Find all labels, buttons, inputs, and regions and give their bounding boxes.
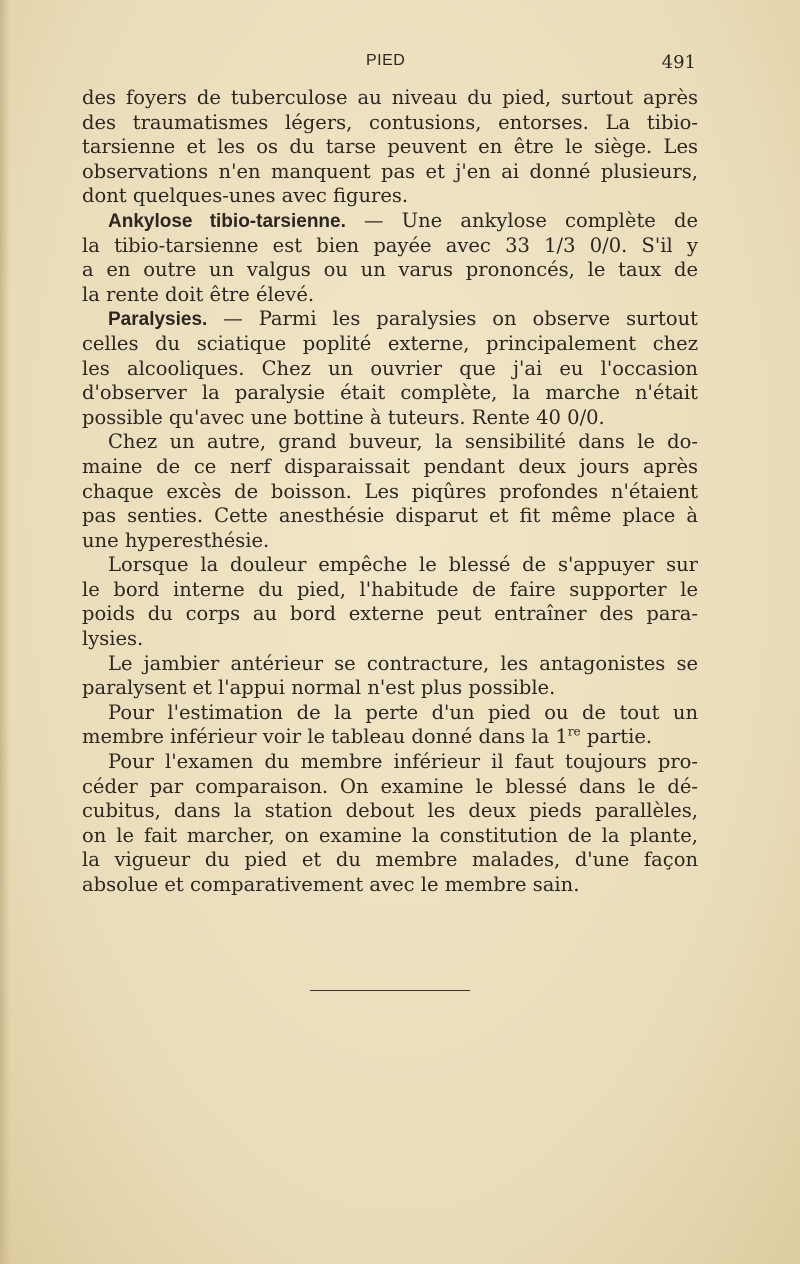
text-line: la tibio-tarsienne est bien payée avec 33 1/3 0/0. S'il y (82, 233, 698, 257)
estimation-line-2 (82, 725, 698, 750)
page-edge-shadow (0, 0, 10, 1264)
text-line: d'observer la paralysie était complète, la marche n'était (82, 381, 698, 405)
text-line: des traumatismes légers, contusions, entorses. La tibio- (82, 110, 698, 134)
text-line: lysies. (82, 627, 144, 651)
section-heading-ankylose: Ankylose tibio-tarsienne. (108, 210, 346, 232)
end-rule (310, 990, 470, 991)
text-line: chaque excès de boisson. Les piqûres profondes n'étaient (82, 479, 698, 503)
text-line: paralysent et l'appui normal n'est plus possible. (82, 676, 556, 700)
text-line: céder par comparaison. On examine le blessé dans le dé- (82, 774, 698, 798)
paralysies-first-line (82, 307, 698, 332)
text-line: la vigueur du pied et du membre malades, d'une façon (82, 848, 698, 872)
text-line: a en outre un valgus ou un varus prononcés, le taux de (82, 258, 698, 282)
text-line: possible qu'avec une bottine à tuteurs. Rente 40 0/0. (82, 405, 605, 429)
text-run: partie. (580, 725, 653, 749)
page-header (84, 52, 696, 76)
text-line: des foyers de tuberculose au niveau du pied, surtout après (82, 86, 698, 109)
text-line: celles du sciatique poplité externe, principalement chez (82, 331, 698, 355)
text-line: on le fait marcher, on examine la constitution de la plante, (82, 823, 698, 847)
text-line: les alcooliques. Chez un ouvrier que j'ai eu l'occasion (82, 356, 698, 380)
text-run: — Parmi les paralysies on observe surtout (207, 307, 698, 331)
text-line: observations n'en manquent pas et j'en ai donné plusieurs, (82, 159, 698, 183)
ankylose-first-line (82, 209, 698, 234)
text-line: une hyperesthésie. (82, 528, 270, 552)
page-number: 491 (661, 52, 696, 73)
text-run: membre inférieur voir le tableau donné dans la 1 (82, 725, 568, 749)
text-line: Chez un autre, grand buveur, la sensibilité dans le do- (108, 430, 698, 454)
text-line: dont quelques-unes avec figures. (82, 184, 409, 208)
text-line: cubitus, dans la station debout les deux pieds parallèles, (82, 799, 698, 823)
text-line: la rente doit être élevé. (82, 282, 315, 306)
body-text (82, 86, 698, 898)
text-line: tarsienne et les os du tarse peuvent en être le siège. Les (82, 135, 698, 159)
text-line: poids du corps au bord externe peut entraîner des para- (82, 602, 698, 626)
text-line: Lorsque la douleur empêche le blessé de s'appuyer sur (108, 553, 698, 577)
running-head: PIED (366, 52, 406, 69)
section-heading-paralysies: Paralysies. (108, 309, 208, 331)
text-line: le bord interne du pied, l'habitude de faire supporter le (82, 577, 698, 601)
text-line: Le jambier antérieur se contracture, les antagonistes se (108, 651, 698, 675)
text-line: maine de ce nerf disparaissait pendant deux jours après (82, 454, 698, 478)
text-run: — Une ankylose complète de (345, 208, 698, 232)
text-line: absolue et comparativement avec le membre sain. (82, 873, 580, 896)
text-line: Pour l'estimation de la perte d'un pied ou de tout un (108, 700, 698, 724)
superscript: re (567, 724, 581, 739)
text-line: Pour l'examen du membre inférieur il faut toujours pro- (108, 750, 698, 774)
text-line: pas senties. Cette anesthésie disparut et fit même place à (82, 504, 698, 528)
